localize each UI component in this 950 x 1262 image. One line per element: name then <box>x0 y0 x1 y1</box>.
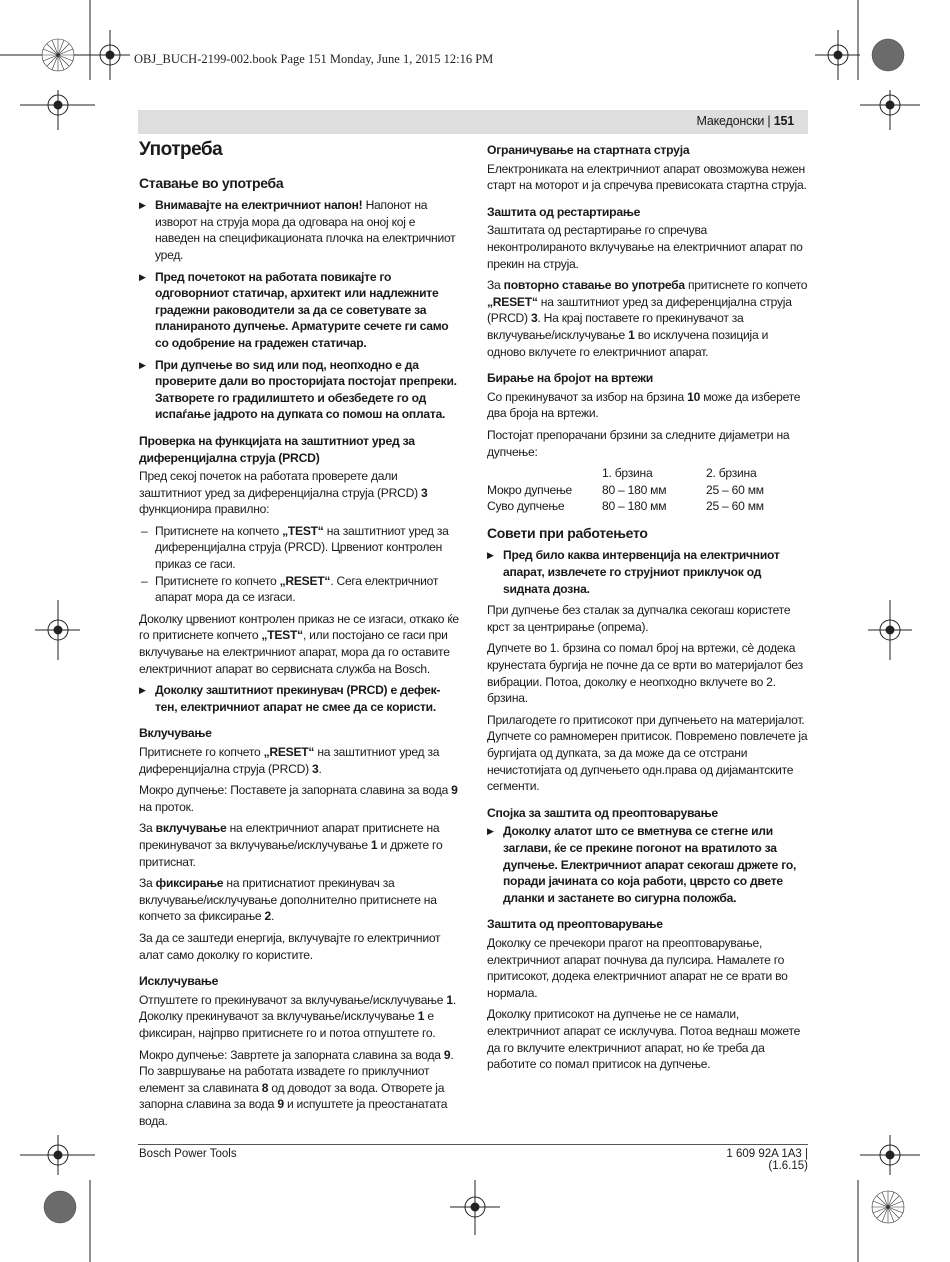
page-number: 151 <box>773 114 794 128</box>
footer-divider <box>138 1144 808 1145</box>
section-heading-startup-current: Ограничување на стартната струја <box>487 143 690 157</box>
section-heading-overload-protection: Заштита од преоптоварување <box>487 917 663 932</box>
warning-bullet-obstacles: ▶ При дупчење во ѕид или под, неопходно е да проверите дали во просторијата постојат препреки. Затворете го градилиштето и обезбедете го од испаѓање јадрото на дупката со помош на оплата. <box>139 357 461 423</box>
paragraph: Со прекинувачот за избор на брзина 10 може да изберете два броја на вртежи. <box>487 389 801 421</box>
section-heading-switch-off: Исклучување <box>139 974 219 989</box>
paragraph: При дупчење без сталак за дупчалка секогаш користете крст за центрирање (опрема). <box>487 603 791 634</box>
section-heading-work-tips: Совети при работењето <box>487 524 648 541</box>
running-header <box>138 110 808 134</box>
table-header-row <box>487 465 764 482</box>
paragraph: Мокро дупчење: Поставете ја запорната славина за вода 9 на проток. <box>139 783 458 814</box>
section-heading-overload-clutch: Спојка за заштита од преоптоварување <box>487 805 718 820</box>
column-header: 1. брзина <box>602 466 653 481</box>
warning-bullet-unplug: ▶ Пред било каква интервенција на електричниот апарат, извлечете го струјниот приклучок од ѕидната дозна. <box>487 547 809 597</box>
section-heading-speed-selection: Бирање на бројот на вртежи <box>487 371 654 386</box>
table-row: Суво дупчење 80 – 180 мм 25 – 60 мм <box>487 499 764 514</box>
paragraph: Отпуштете го прекинувачот за вклучување/исклучување 1. Доколку прекинувачот за вклучување/исклучување 1 е фиксиран, најпрво притиснете го и потоа отпуштете го. <box>139 992 456 1040</box>
section-heading-restart-protection: Заштита од рестартирање <box>487 204 641 219</box>
header-language: Македонски <box>696 114 765 128</box>
footer-doc-id: 1 609 92A 1A3 | (1.6.15) <box>726 1148 808 1172</box>
paragraph: Пред секој почеток на работата проверете дали заштитниот уред за диференцијална струја (PRCD) 3 функционира правилно: <box>139 469 428 517</box>
paragraph: Доколку црвениот контролен приказ не се изгаси, откако ќе го притиснете копчето „TEST“, или постојано се гаси при вклучување на електричниот апарат, мора да го оставите електричниот апарат во сервисната служба на Bosch. <box>139 611 459 676</box>
paragraph: Доколку се пречекори прагот на преоптоварување, електричниот апарат почнува да пулсира. Намалете го притисокот, додека електричниот апарат не се врати во нормала. <box>487 935 788 1000</box>
speed-table <box>487 465 764 515</box>
warning-bullet-prcd-defect: ▶ Доколку заштитниот прекинувач (PRCD) е дефек-тен, електричниот апарат не смее да се користи. <box>139 682 461 715</box>
footer-brand: Bosch Power Tools <box>139 1148 237 1160</box>
paragraph: Постојат препорачани брзини за следните дијаметри на дупчење: <box>487 427 790 459</box>
paragraph: Мокро дупчење: Завртете ја запорната славина за вода 9. По завршување на работата извадете го приклучниот елемент за славината 8 од доводот за вода. Отворете ја запорна славина за вода 9 и испуштете ја преостанатата вода. <box>139 1047 454 1128</box>
paragraph: Прилагодете го притисокот при дупчењето на материјалот. Дупчете со рамномерен притисок. Повремено повлечете ја бургијата од дупката, за да може да се отстрани нечистотијата од дупчењето одн.права од дијамантските сегменти. <box>487 712 808 794</box>
paragraph: Дупчете во 1. брзина со помал број на вртежи, сè додека крунестата бургија не почне да се врти во материјалот без вибрации. Потоа, доколку е неопходно вклучете во 2. брзина. <box>487 641 803 706</box>
page-title: Употреба <box>139 139 223 160</box>
paragraph: Заштитата од рестартирање го спречува неконтролираното вклучување на електричниот апарат по прекин на струја. <box>487 223 803 271</box>
left-column <box>139 138 461 1134</box>
section-heading-prcd-check: Проверка на функцијата на заштитниот уред за диференцијална струја (PRCD) <box>139 433 415 465</box>
right-column <box>487 138 809 1078</box>
table-row: Мокро дупчење 80 – 180 мм 25 – 60 мм <box>487 482 764 497</box>
print-slug: OBJ_BUCH-2199-002.book Page 151 Monday, June 1, 2015 12:16 PM <box>134 52 494 66</box>
paragraph: Електрониката на електричниот апарат овозможува нежен старт на моторот и ја спречува превисоката стартна струја. <box>487 161 807 193</box>
paragraph: Притиснете го копчето „RESET“ на заштитниот уред за диференцијална струја (PRCD) 3. <box>139 745 440 776</box>
paragraph: За вклучување на електричниот апарат притиснете на прекинувачот за вклучување/исклучување 1 и држете го притиснат. <box>139 821 443 869</box>
dash-item-test: – Притиснете на копчето „TEST“ на заштитниот уред за диференцијална струја (PRCD). Црвениот контролен приказ се гаси. <box>139 523 461 573</box>
warning-bullet-voltage: ▶ Внимавајте на електричниот напон! Напонот на изворот на струја мора да одговара на оној кој е наведен на спецификационата плочка на електричниот уред. <box>139 197 461 263</box>
header-text: Македонски | 151 <box>696 114 794 128</box>
section-heading-startup: Ставање во употреба <box>139 174 284 191</box>
warning-bullet-consult: ▶ Пред почетокот на работата повикајте го одговорниот статичар, архитект или надлежните градежни раководители за да се советувате за планираното дупчење. Арматурите сечете ги само со одобрение на градежен статичар. <box>139 269 461 352</box>
paragraph: За да се заштеди енергија, вклучувајте го електричниот алат само доколку го користите. <box>139 930 441 962</box>
dash-item-reset: – Притиснете го копчето „RESET“. Сега електричниот апарат мора да се изгаси. <box>139 573 461 606</box>
column-header: 2. брзина <box>706 466 757 481</box>
section-heading-switch-on: Вклучување <box>139 726 212 741</box>
paragraph: За фиксирање на притиснатиот прекинувач за вклучување/исклучување дополнително притиснете на копчето за фиксирање 2. <box>139 876 437 924</box>
paragraph: За повторно ставање во употреба притиснете го копчето „RESET“ на заштитниот уред за диференцијална струја (PRCD) 3. На крај поставете го прекинувачот за вклучување/исклучување 1 во исклучена позиција и одново вклучете го електричниот апарат. <box>487 278 808 359</box>
warning-bullet-jam: ▶ Доколку алатот што се вметнува се стегне или заглави, ќе се прекине погонот на вратилото за дупчење. Електричниот апарат секогаш држете го, поради јачината со која работи, цврсто со двете дланки и застанете во сигурна положба. <box>487 823 809 906</box>
paragraph: Доколку притисокот на дупчење не се намали, електричниот апарат се исклучува. Потоа веднаш можете да го вклучите електричниот апарат, но ќе треба да работите со помал притисок на дупчење. <box>487 1007 801 1072</box>
